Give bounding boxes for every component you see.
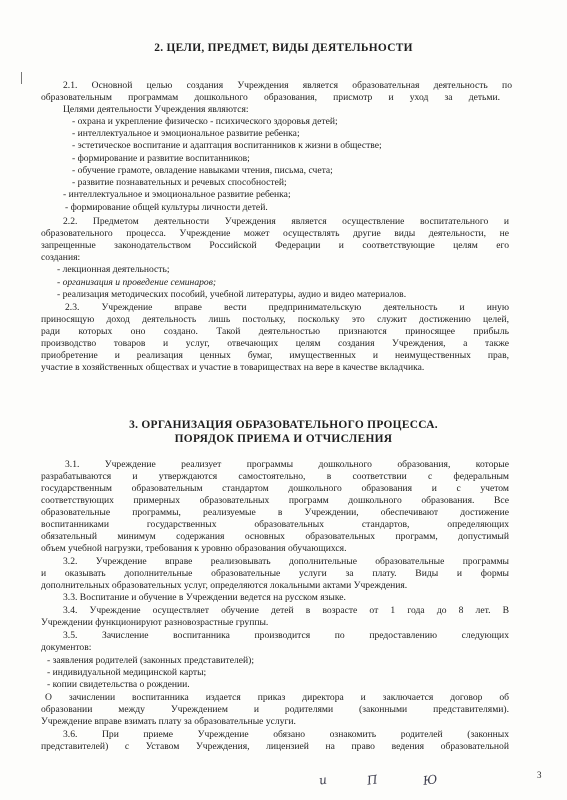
text-line: Целями деятельности Учреждения являются:	[63, 104, 249, 115]
initial-mark: П	[366, 772, 379, 788]
text-line: 3.6. При приеме Учреждение обязано ознакомить родителей (законных	[63, 729, 509, 740]
section-2-title: 2. ЦЕЛИ, ПРЕДМЕТ, ВИДЫ ДЕЯТЕЛЬНОСТИ	[154, 42, 413, 54]
text-line: - формирование и развитие воспитанников;	[72, 153, 250, 164]
text-line: 3.4. Учреждение осуществляет обучение детей в возрасте от 1 года до 8 лет. В	[63, 605, 509, 616]
text-line: разрабатываются и утверждаются самостоятельно, в соответствии с федеральным	[41, 471, 509, 482]
section-3-title-line1: 3. ОРГАНИЗАЦИЯ ОБРАЗОВАТЕЛЬНОГО ПРОЦЕССА.	[129, 419, 438, 431]
text-line: - реализация методических пособий, учебной литературы, аудио и видео материалов.	[57, 289, 407, 300]
section-3-title-line2: ПОРЯДОК ПРИЕМА И ОТЧИСЛЕНИЯ	[174, 433, 393, 445]
text-line: Учреждении функционируют разновозрастные группы.	[41, 617, 269, 628]
initial-mark: и	[318, 772, 328, 788]
text-line: образовательным программам дошкольного образования, присмотр и уход за детьми.	[41, 92, 500, 103]
text-line: - копии свидетельства о рождении.	[47, 679, 190, 690]
text-line: - организация и проведение семинаров;	[57, 277, 217, 288]
text-line: ради которых оно создано. Такой деятельностью признаются приносящее прибыль	[41, 326, 509, 337]
text-line: образовательного процесса. Учреждение может осуществлять другие виды деятельности, не	[41, 228, 509, 239]
page-number: 3	[537, 770, 542, 780]
initial-mark: Ю	[422, 772, 439, 788]
text-line: представителей) с Уставом Учреждения, лицензией на право ведения образовательной	[41, 741, 509, 752]
text-line: соответствующих примерных образовательных программ дошкольного образования. Все	[41, 495, 509, 506]
text-line: - эстетическое воспитание и адаптация воспитанников к жизни в обществе;	[72, 140, 382, 151]
text-line: дополнительных образовательных услуг, определяются локальными актами Учреждения.	[41, 580, 408, 591]
text-line: воспитанниками государственных образовательных стандартов, определяющих	[41, 519, 509, 530]
text-line: создания:	[41, 252, 81, 263]
text-line: - обучение грамоте, овладение навыками чтения, письма, счета;	[72, 165, 333, 176]
text-line: 2.1. Основной целью создания Учреждения является образовательная деятельность по	[63, 80, 512, 91]
text-line: - заявления родителей (законных представителей);	[47, 655, 254, 666]
text-line: приносящую доход деятельность лишь постольку, поскольку это служит достижению целей,	[41, 314, 509, 325]
text-line: государственным образовательным стандартом дошкольного образования и с учетом	[41, 483, 509, 494]
text-line: обязательный минимум содержания основных образовательных программ, допустимый	[41, 531, 509, 542]
text-line: участие в хозяйственных обществах и участие в товариществах на вере в качестве вкладчика.	[41, 362, 425, 373]
text-line: объем учебной нагрузки, требования к уровню образования обучающихся.	[41, 543, 347, 554]
text-line: 3.2. Учреждение вправе реализовывать дополнительные образовательные программы	[63, 556, 509, 567]
text-line: - формирование общей культуры личности детей.	[65, 202, 268, 213]
text-line: производство товаров и услуг, отвечающих целям создания Учреждения, а также	[41, 338, 509, 349]
text-line: документов:	[41, 642, 92, 653]
margin-mark	[21, 72, 22, 84]
text-line: 3.3. Воспитание и обучение в Учреждении ведется на русском языке.	[63, 592, 346, 603]
text-line: - развитие познавательных и речевых способностей;	[72, 177, 287, 188]
text-line: Учреждение вправе взимать плату за образовательные услуги.	[41, 716, 296, 727]
text-line: 2.3. Учреждение вправе вести предпринимательскую деятельность и иную	[65, 302, 509, 313]
text-line: - интеллектуальное и эмоциональное развитие ребенка;	[72, 128, 300, 139]
text-line: и оказывать дополнительные образовательные услуги за плату. Виды и формы	[41, 568, 509, 579]
text-line: запрещенные законодательством Российской Федерации и соответствующие целям его	[41, 240, 509, 251]
text-line: образовании между Учреждением и родителями (законными представителями).	[41, 704, 509, 715]
text-line: - лекционная деятельность;	[57, 264, 170, 275]
text-line: образовательные программы, реализуемые в Учреждении, обеспечивают достижение	[41, 507, 509, 518]
text-line: 3.1. Учреждение реализует программы дошкольного образования, которые	[65, 459, 509, 470]
text-line: - охрана и укрепление физическо - психического здоровья детей;	[72, 116, 338, 127]
text-line: 2.2. Предметом деятельности Учреждения является осуществление воспитательного и	[63, 216, 509, 227]
text-line: 3.5. Зачисление воспитанника производится по предоставлению следующих	[63, 630, 509, 641]
text-line: - интеллектуальное и эмоциональное развитие ребенка;	[63, 189, 291, 200]
text-line: - индивидуальной медицинской карты;	[47, 667, 207, 678]
text-line: приобретение и реализация ценных бумаг, имущественных и неимущественных прав,	[41, 350, 509, 361]
text-line: О зачислении воспитанника издается приказ директора и заключается договор об	[45, 692, 509, 703]
